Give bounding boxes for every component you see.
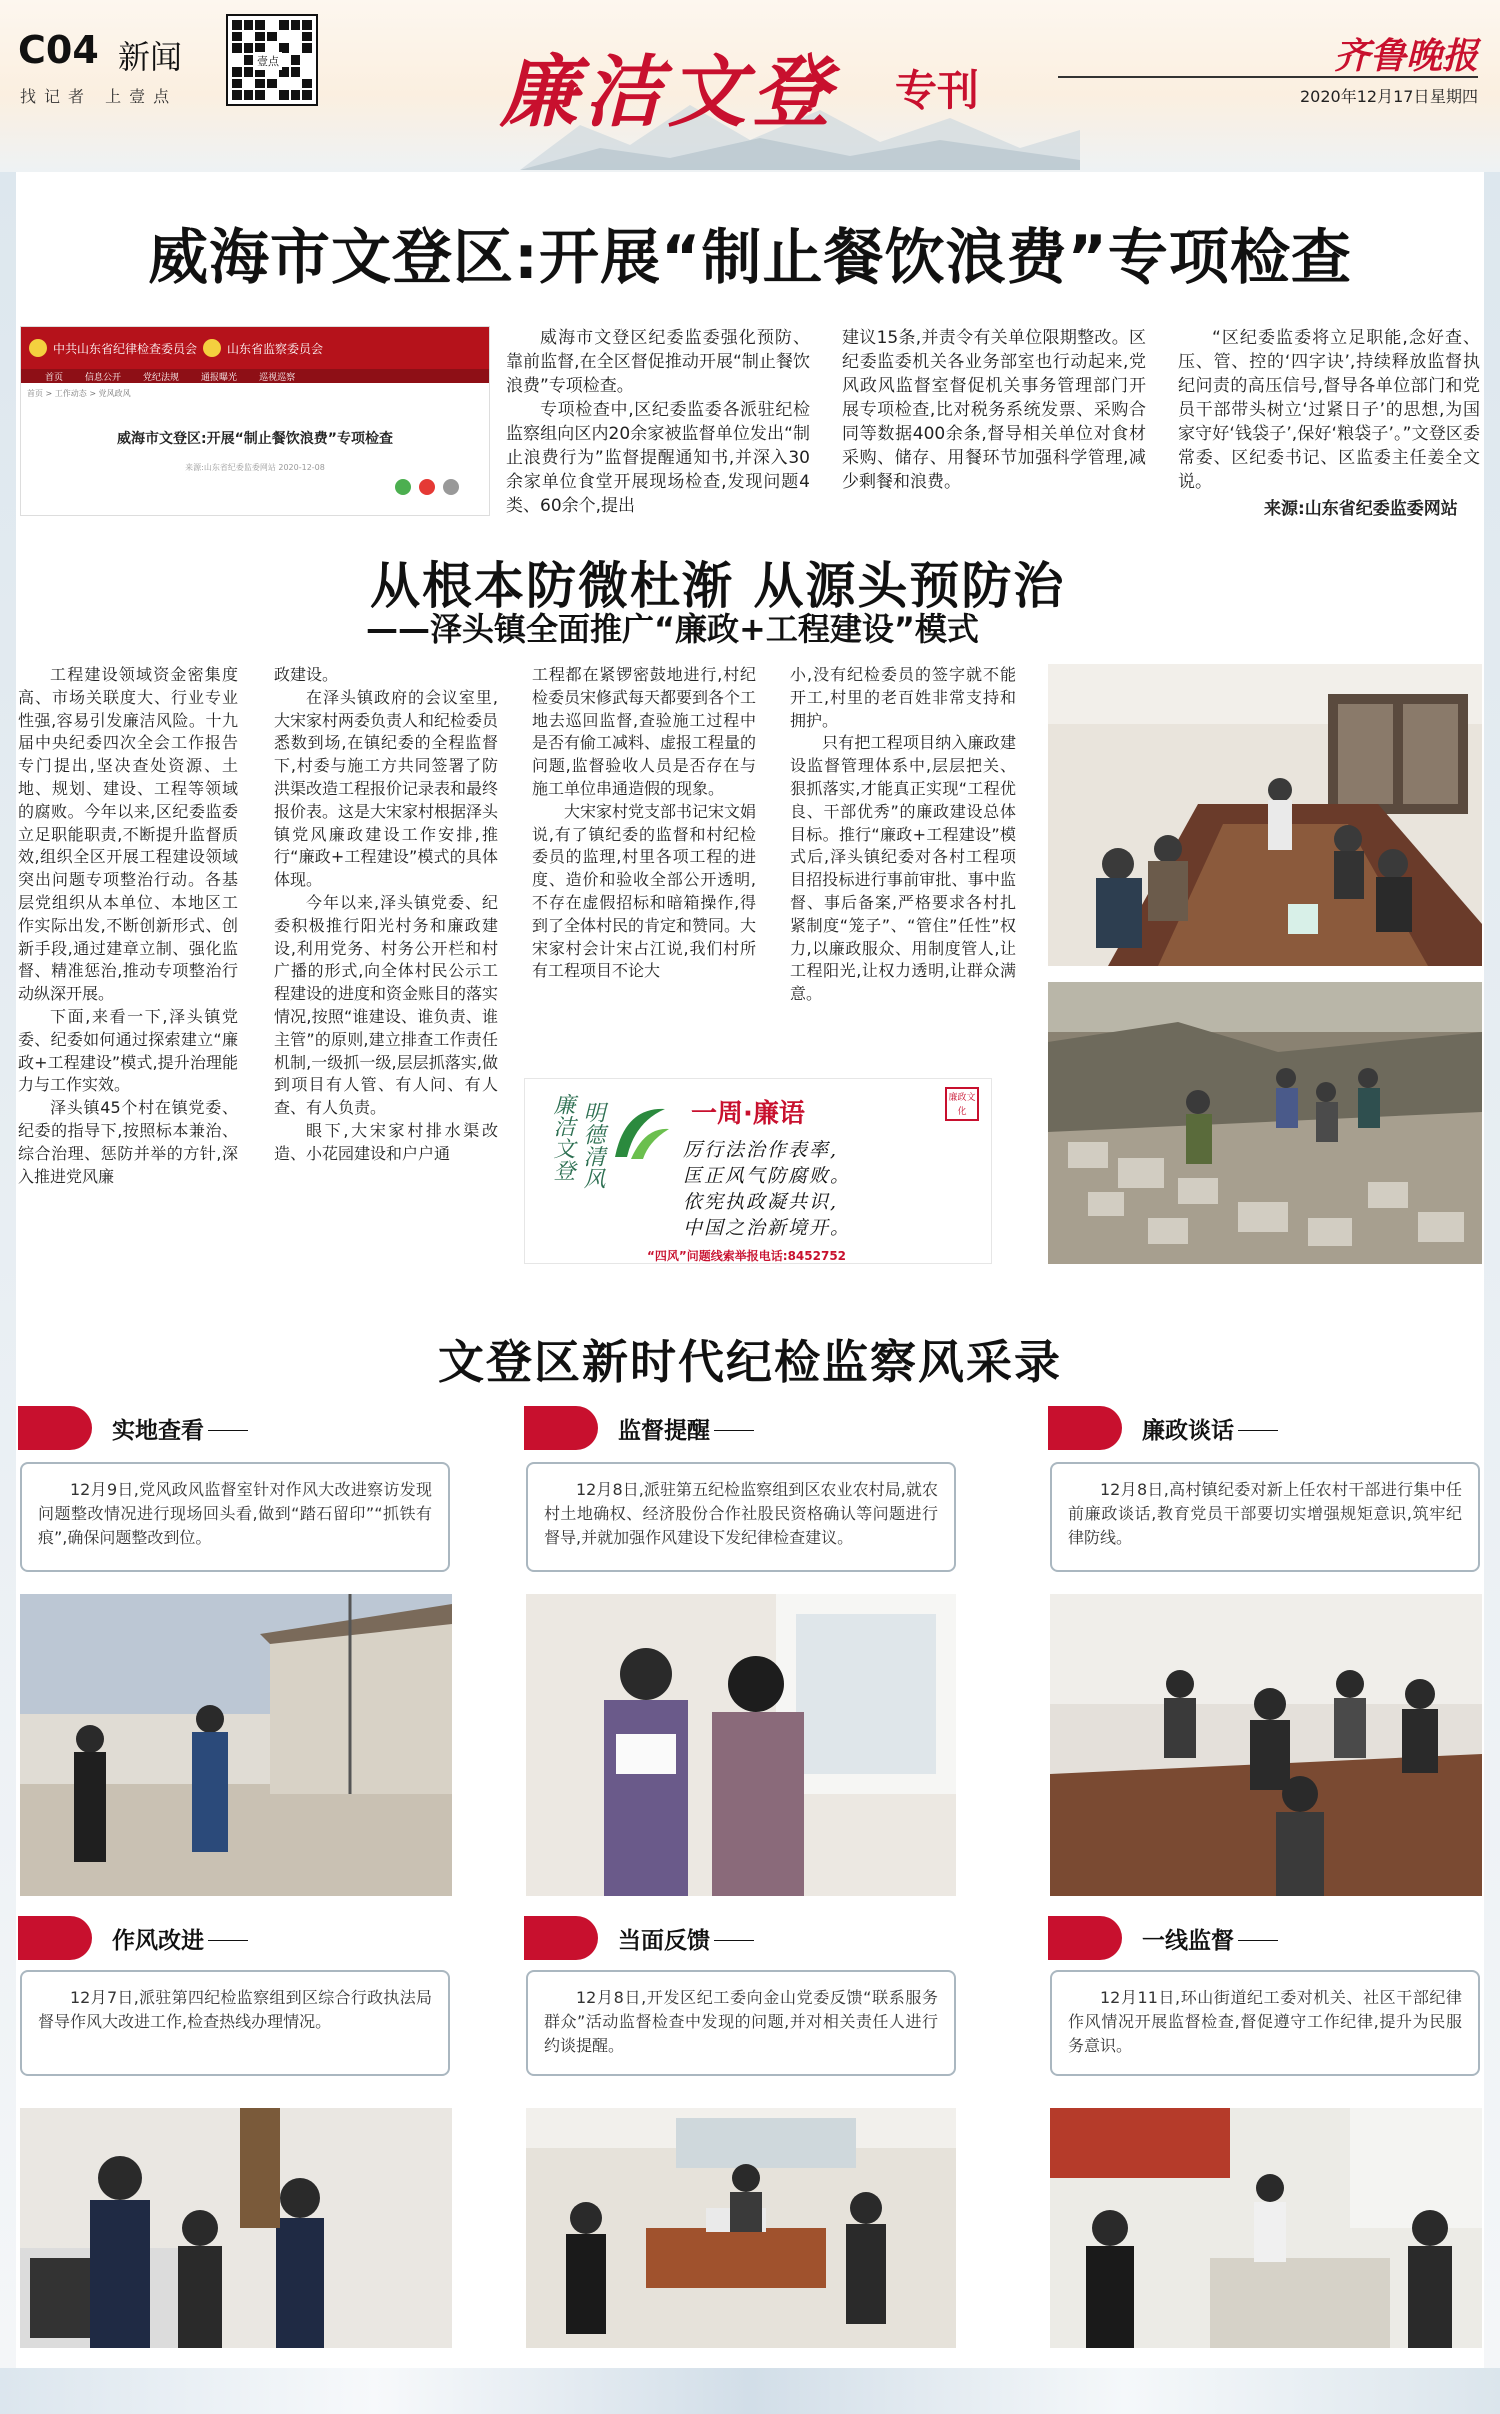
page-code: C04: [18, 28, 99, 72]
nav-item: 首页: [45, 372, 64, 383]
tag-face-to-face-feedback: [524, 1916, 754, 1960]
ad-title: 一周·廉语: [691, 1099, 805, 1129]
red-tab-icon: [524, 1406, 598, 1450]
article2-column-1: [18, 664, 238, 1188]
integrity-logo-icon: [605, 1097, 675, 1167]
ad-hotline: “四风”问题线索举报电话:8452752: [647, 1249, 847, 1263]
nav-item: 信息公开: [85, 372, 122, 383]
tag-label: 作风改进: [112, 1927, 204, 1954]
tag-label: 廉政谈话: [1142, 1417, 1234, 1444]
red-tab-icon: [1048, 1406, 1122, 1450]
paragraph: 工程都在紧锣密鼓地进行,村纪检委员宋修武每天都要到各个工地去巡回监督,查验施工过程中是否有偷工减料、虚报工程量的问题,监督验收人员是否存在与施工单位串通造假的现象。: [532, 665, 757, 798]
construction-site-photo: [1048, 982, 1482, 1264]
website-screenshot: [20, 326, 490, 516]
tag-frontline-supervision: [1048, 1916, 1278, 1960]
website-nav: [21, 369, 489, 383]
article2-subheadline: ——泽头镇全面推广“廉政+工程建设”模式: [366, 610, 979, 648]
nav-item: 通报曝光: [201, 372, 238, 383]
website-breadcrumb: 首页 > 工作动态 > 党风政风: [27, 389, 131, 398]
bottom-decorative-strip: [0, 2368, 1500, 2414]
tag-rule: [208, 1430, 248, 1431]
article1-column-2: [842, 326, 1146, 494]
tag-label: 一线监督: [1142, 1927, 1234, 1954]
paragraph: 今年以来,泽头镇党委、纪委积极推行阳光村务和廉政建设,利用党务、村务公开栏和村广播的形式,向全体村民公示工程建设的进度和资金账目的落实情况,按照“谁建设、谁负责、谁主管”的原则,建立排查工作责任机制,一级抓一级,层层抓落实,做到项目有人管、有人问、有人查、有人负责。: [274, 892, 499, 1118]
paragraph: 小,没有纪检委员的签字就不能开工,村里的老百姓非常支持和拥护。: [790, 665, 1016, 730]
nav-item: 巡视巡察: [259, 372, 296, 383]
qr-label: 壹点: [254, 52, 282, 70]
caption-style-improvement: 12月7日,派驻第四纪检监察组到区综合行政执法局督导作风大改进工作,检查热线办理情况。: [20, 1970, 450, 2076]
tag-rule: [714, 1940, 754, 1941]
tag-label: 实地查看: [112, 1417, 204, 1444]
tag-label: 监督提醒: [618, 1417, 710, 1444]
print-icon: [443, 479, 459, 495]
article2-column-4: [790, 664, 1016, 1006]
article1-headline: 威海市文登区:开展“制止餐饮浪费”专项检查: [148, 223, 1352, 293]
article1-column-1: [506, 326, 810, 518]
tag-rule: [1238, 1940, 1278, 1941]
issue-date: 2020年12月17日: [1300, 87, 1430, 106]
integrity-slogan-ad: [524, 1078, 992, 1264]
frontline-supervision-photo: [1050, 2108, 1482, 2348]
share-icons: [395, 479, 459, 495]
paragraph: 泽头镇45个村在镇党委、纪委的指导下,按照标本兼治、综合治理、惩防并举的方针,深入推进党风廉: [18, 1098, 238, 1186]
website-article-title: 威海市文登区:开展“制止餐饮浪费”专项检查: [117, 431, 393, 447]
tag-rule: [714, 1430, 754, 1431]
paragraph: 下面,来看一下,泽头镇党委、纪委如何通过探索建立“廉政+工程建设”模式,提升治理能力与工作实效。: [18, 1006, 238, 1095]
caption-integrity-talk: 12月8日,高村镇纪委对新上任农村干部进行集中任前廉政谈话,教育党员干部要切实增强规矩意识,筑牢纪律防线。: [1050, 1462, 1480, 1572]
style-improvement-photo: [20, 2108, 452, 2348]
tag-rule: [208, 1940, 248, 1941]
nav-item: 党纪法规: [143, 372, 180, 383]
tag-label: 当面反馈: [618, 1927, 710, 1954]
tag-supervision-reminder: [524, 1406, 754, 1450]
paragraph: 威海市文登区纪委监委强化预防、靠前监督,在全区督促推动开展“制止餐饮浪费”专项检查。: [506, 328, 810, 396]
paragraph: 工程建设领域资金密集度高、市场关联度大、行业专业性强,容易引发廉洁风险。十九届中央纪委四次全会工作报告专门提出,坚决查处资源、土地、规划、建设、工程等领域的腐败。今年以来,区纪委监委立足职能职责,不断提升监督质效,组织全区开展工程建设领域突出问题专项整治行动。各基层党组织从本单位、本地区工作实际出发,不断创新形式、创新手段,通过建章立制、强化监督、精准惩治,推动专项整治行动纵深开展。: [18, 665, 238, 1004]
tag-style-improvement: [18, 1916, 248, 1960]
weibo-icon: [419, 479, 435, 495]
website-banner: [21, 327, 489, 369]
slogan: 找记者 上壹点: [20, 87, 178, 106]
article2-column-2: [274, 664, 498, 1166]
caption-supervision-reminder: 12月8日,派驻第五纪检监察组到区农业农村局,就农村土地确权、经济股份合作社股民资格确认等问题进行督导,并就加强作风建设下发纪律检查建议。: [526, 1462, 956, 1572]
right-border: [1484, 172, 1500, 2368]
ad-vertical-calligraphy-1: 廉洁文登: [550, 1093, 575, 1181]
paragraph: 在泽头镇政府的会议室里,大宋家村两委负责人和纪检委员悉数到场,在镇纪委的全程监督下,村委与施工方共同签署了防洪渠改造工程报价记录表和最终报价表。这是大宋家村根据泽头镇党风廉政建设工作安排,推行“廉政+工程建设”模式的具体体现。: [274, 687, 499, 890]
paragraph: “区纪委监委将立足职能,念好查、压、管、控的‘四字诀’,持续释放监督执纪问责的高压信号,督导各单位部门和党员干部带头树立‘过紧日子’的思想,为国家守好‘钱袋子’,保好‘粮袋子’。”文登区委常委、区纪委书记、区监委主任姜全文说。: [1178, 328, 1480, 492]
article1-source: 来源:山东省纪委监委网站: [1264, 499, 1458, 519]
caption-face-to-face-feedback: 12月8日,开发区纪工委向金山党委反馈“联系服务群众”活动监督检查中发现的问题,并对相关责任人进行约谈提醒。: [526, 1970, 956, 2076]
ad-verse: 厉行法治作表率,: [683, 1139, 839, 1161]
tag-inspection: [18, 1406, 248, 1450]
site-inspection-photo: [20, 1594, 452, 1896]
face-to-face-feedback-photo: [526, 2108, 956, 2348]
issue-weekday: 星期四: [1430, 87, 1479, 106]
paragraph: 大宋家村党支部书记宋文娟说,有了镇纪委的监督和村纪检委员的监理,村里各项工程的进度、造价和验收全部公开透明,不存在虚假招标和暗箱操作,得到了全体村民的肯定和赞同。大宋家村会计宋占江说,我们村所有工程项目不论大: [532, 801, 757, 981]
paragraph: 专项检查中,区纪委监委各派驻纪检监察组向区内20余家被监督单位发出“制止浪费行为”监督提醒通知书,并深入30余家单位食堂开展现场检查,发现问题4类、60余个,提出: [506, 400, 810, 516]
party-emblem-icon: [29, 339, 47, 357]
meeting-room-photo: [1048, 664, 1482, 966]
ad-vertical-calligraphy-2: 明德清风: [580, 1101, 605, 1189]
tag-rule: [1238, 1430, 1278, 1431]
red-tab-icon: [524, 1916, 598, 1960]
ad-verse: 依宪执政凝共识,: [683, 1191, 839, 1213]
supervision-reminder-photo: [526, 1594, 956, 1896]
article2-headline: 从根本防微杜渐 从源头预防治: [370, 557, 1066, 615]
newspaper-logo: 齐鲁晚报: [1333, 35, 1478, 77]
left-border: [0, 172, 16, 2368]
section3-title: 文登区新时代纪检监察风采录: [438, 1335, 1062, 1389]
paragraph: 只有把工程项目纳入廉政建设监督管理体系中,层层把关、狠抓落实,才能真正实现“工程优良、干部优秀”的廉政建设总体目标。推行“廉政+工程建设”模式后,泽头镇纪委对各村工程项目招投标进行事前审批、事中监督、事后备案,严格要求各村扎紧制度“笼子”、“管住”任性”权力,以廉政服众、用制度管人,让工程阳光,让权力透明,让群众满意。: [790, 733, 1016, 1004]
caption-frontline-supervision: 12月11日,环山街道纪工委对机关、社区干部纪律作风情况开展监督检查,督促遵守工作纪律,提升为民服务意识。: [1050, 1970, 1480, 2076]
brand-title: 廉洁文登: [500, 47, 837, 138]
website-article-meta: 来源:山东省纪委监委网站 2020-12-08: [185, 463, 325, 472]
national-emblem-icon: [203, 339, 221, 357]
brand-subtitle: 专刊: [895, 66, 980, 115]
paragraph: 眼下,大宋家村排水渠改造、小花园建设和户户通: [274, 1120, 498, 1163]
red-tab-icon: [18, 1916, 92, 1960]
ad-verse: 匡正风气防腐败。: [683, 1165, 852, 1187]
banner-org2: 山东省监察委员会: [227, 341, 324, 356]
red-tab-icon: [1048, 1916, 1122, 1960]
banner-org1: 中共山东省纪律检查委员会: [53, 341, 198, 356]
article2-column-3: [532, 664, 756, 983]
ad-seal-stamp: 廉政文化: [945, 1087, 979, 1121]
caption-inspection: 12月9日,党风政风监督室针对作风大改进察访发现问题整改情况进行现场回头看,做到“踏石留印”“抓铁有痕”,确保问题整改到位。: [20, 1462, 450, 1572]
paragraph: 建议15条,并责令有关单位限期整改。区纪委监委机关各业务部室也行动起来,党风政风监督室督促机关事务管理部门开展专项检查,比对税务系统发票、采购合同等数据400余条,督导相关单位对食材采购、储存、用餐环节加强科学管理,减少剩餐和浪费。: [842, 328, 1146, 492]
article1-column-3: [1178, 326, 1480, 494]
red-tab-icon: [18, 1406, 92, 1450]
integrity-talk-photo: [1050, 1594, 1482, 1896]
header-divider: [1058, 76, 1478, 78]
paragraph: 政建设。: [274, 665, 339, 684]
ad-verse: 中国之治新境开。: [683, 1217, 852, 1239]
wechat-icon: [395, 479, 411, 495]
page-header: [0, 0, 1500, 172]
section-name: 新闻: [118, 38, 183, 76]
tag-integrity-talk: [1048, 1406, 1278, 1450]
